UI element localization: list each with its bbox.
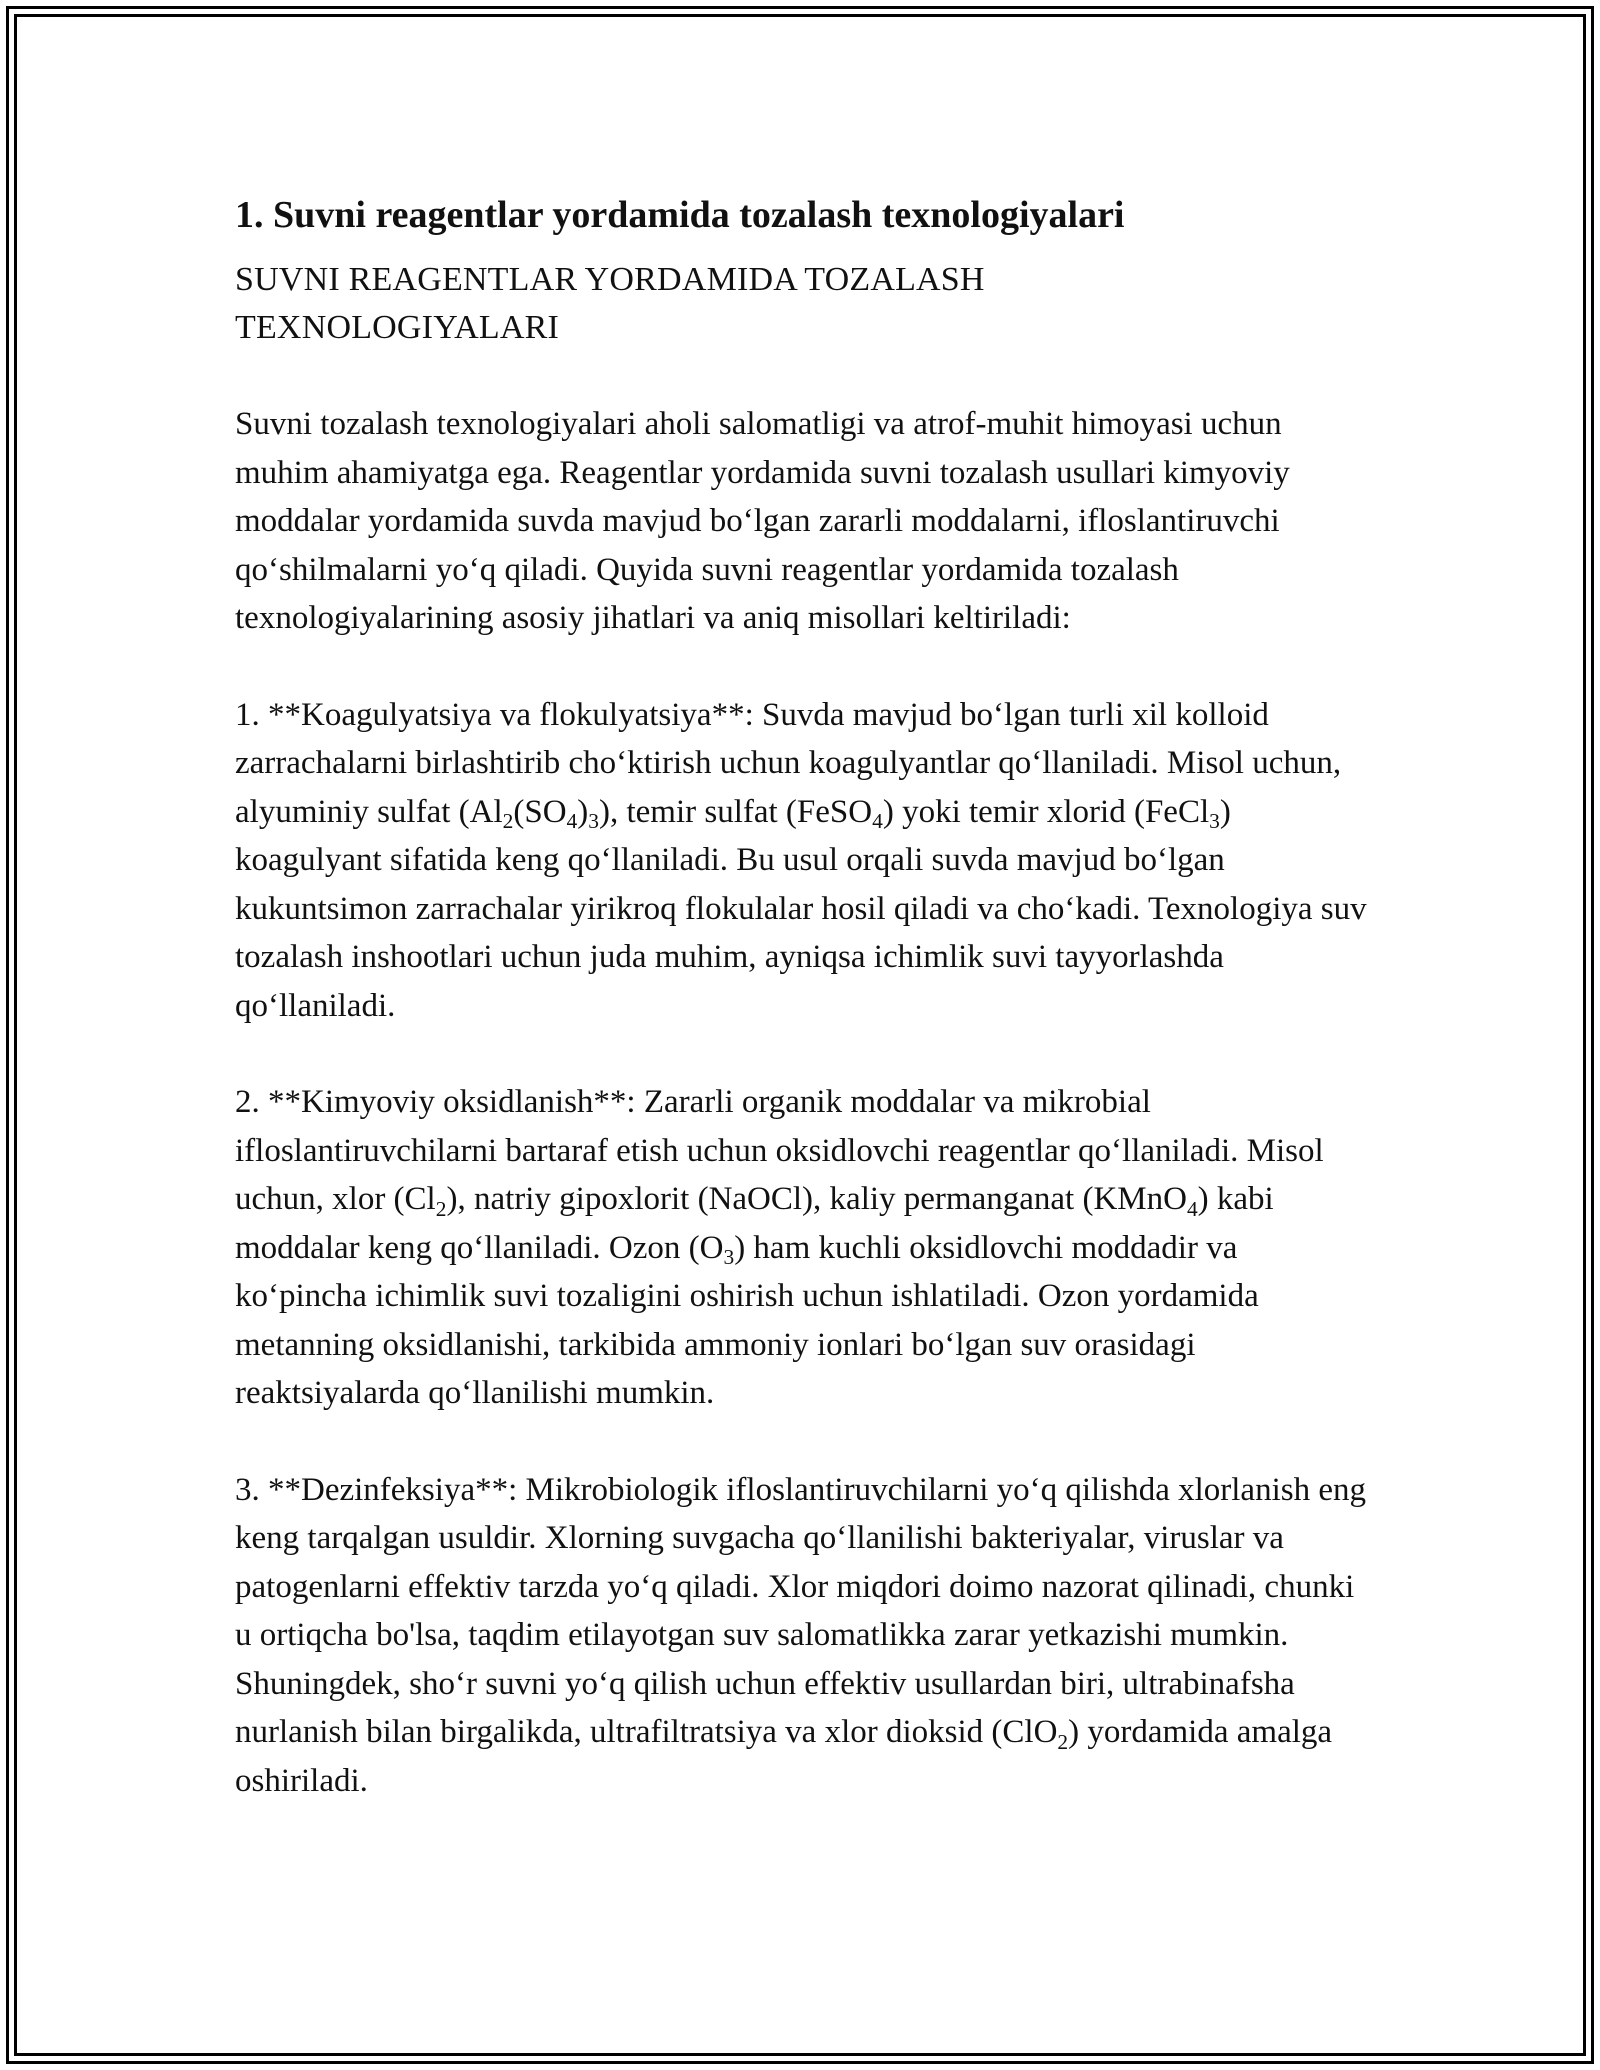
formula-aluminium-sulfate: $Al_2(SO_4)_3$ [469,793,599,834]
text-run: ) yordamida amalga oshiriladi. [235,1714,1333,1799]
text-run: ) yoki temir xlorid ( [882,793,1145,830]
document-body [235,180,1370,1805]
text-run: ), natriy gipoxlorit (NaOCl), kaliy permanganat ( [446,1181,1094,1217]
formula-chlorine: $Cl_2$ [404,1181,447,1221]
intro-paragraph: Suvni tozalash texnologiyalari aholi salomatligi va atrof-muhit himoyasi uchun muhim ahamiyatga ega. Reagentlar yordamida suvni tozalash usullari kimyoviy moddalar yordamida suvda mavjud bo‘lgan zararli moddalarni, ifloslantiruvchi qo‘shilmalarni yo‘q qiladi. Quyida suvni reagentlar yordamida tozalash texnologiyalarining asosiy jihatlari va aniq misollari keltiriladi: [235,406,1290,636]
formula-iron-chloride: FeCl$_3$ [1144,793,1220,834]
formula-chlorine-dioxide: ClO$_2$ [1002,1714,1069,1754]
text-run: ) kabi moddalar keng qo‘llaniladi. Ozon ( [235,1181,1274,1266]
list-item-oxidation [235,1078,1370,1418]
document-subtitle: SUVNI REAGENTLAR YORDAMIDA TOZALASH TEXNOLOGIYALARI [235,261,985,346]
text-run: ) koagulyant sifatida keng qo‘llaniladi. Bu usul orqali suvda mavjud bo‘lgan kukuntsimon zarrachalar yirikroq flokulalar hosil qiladi va cho‘kadi. Texnologiya suv tozalash inshootlari uchun juda muhim, ayniqsa ichimlik suvi tayyorlashda qo‘llaniladi. [235,793,1367,1024]
formula-potassium-permanganate: KMnO$_4$ [1093,1181,1198,1221]
text-run: 3. **Dezinfeksiya**: Mikrobiologik ifloslantiruvchilarni yo‘q qilishda xlorlanish eng keng tarqalgan usuldir. Xlorning suvgacha qo‘llanilishi bakteriyalar, viruslar va patogenlarni effektiv tarzda yo‘q qiladi. Xlor miqdori doimo nazorat qilinadi, chunki u ortiqcha bo'lsa, taqdim etilayotgan suv salomatlikka zarar yetkazishi mumkin. Shuningdek, sho‘r suvni yo‘q qilish uchun effektiv usullardan biri, ultrabinafsha nurlanish bilan birgalikda, ultrafiltratsiya va xlor dioksid ( [235,1471,1366,1750]
document-heading: 1. Suvni reagentlar yordamida tozalash texnologiyalari [235,194,1125,236]
formula-iron-sulfate: FeSO$_4$ [796,793,883,834]
text-run: 2. **Kimyoviy oksidlanish**: Zararli organik moddalar va mikrobial ifloslantiruvchilarni bartaraf etish uchun oksidlovchi reagentlar qo‘llaniladi. Misol uchun, xlor ( [235,1084,1324,1217]
text-run: 1. **Koagulyatsiya va flokulyatsiya**: Suvda mavjud bo‘lgan turli xil kolloid zarrachalarni birlashtirib cho‘ktirish uchun koagulyantlar qo‘llaniladi. Misol uchun, alyuminiy sulfat ( [235,696,1342,830]
text-run: ), temir sulfat ( [598,793,797,830]
text-run: ) ham kuchli oksidlovchi moddadir va ko‘pincha ichimlik suvi tozaligini oshirish uchun ishlatiladi. Ozon yordamida metanning oksidlanishi, tarkibida ammoniy ionlari bo‘lgan suv orasidagi reaktsiyalarda qo‘llanilishi mumkin. [235,1229,1259,1411]
formula-ozone: $O_3$ [699,1229,735,1270]
list-item-disinfection [235,1466,1370,1806]
list-item-coagulation [235,691,1370,1031]
